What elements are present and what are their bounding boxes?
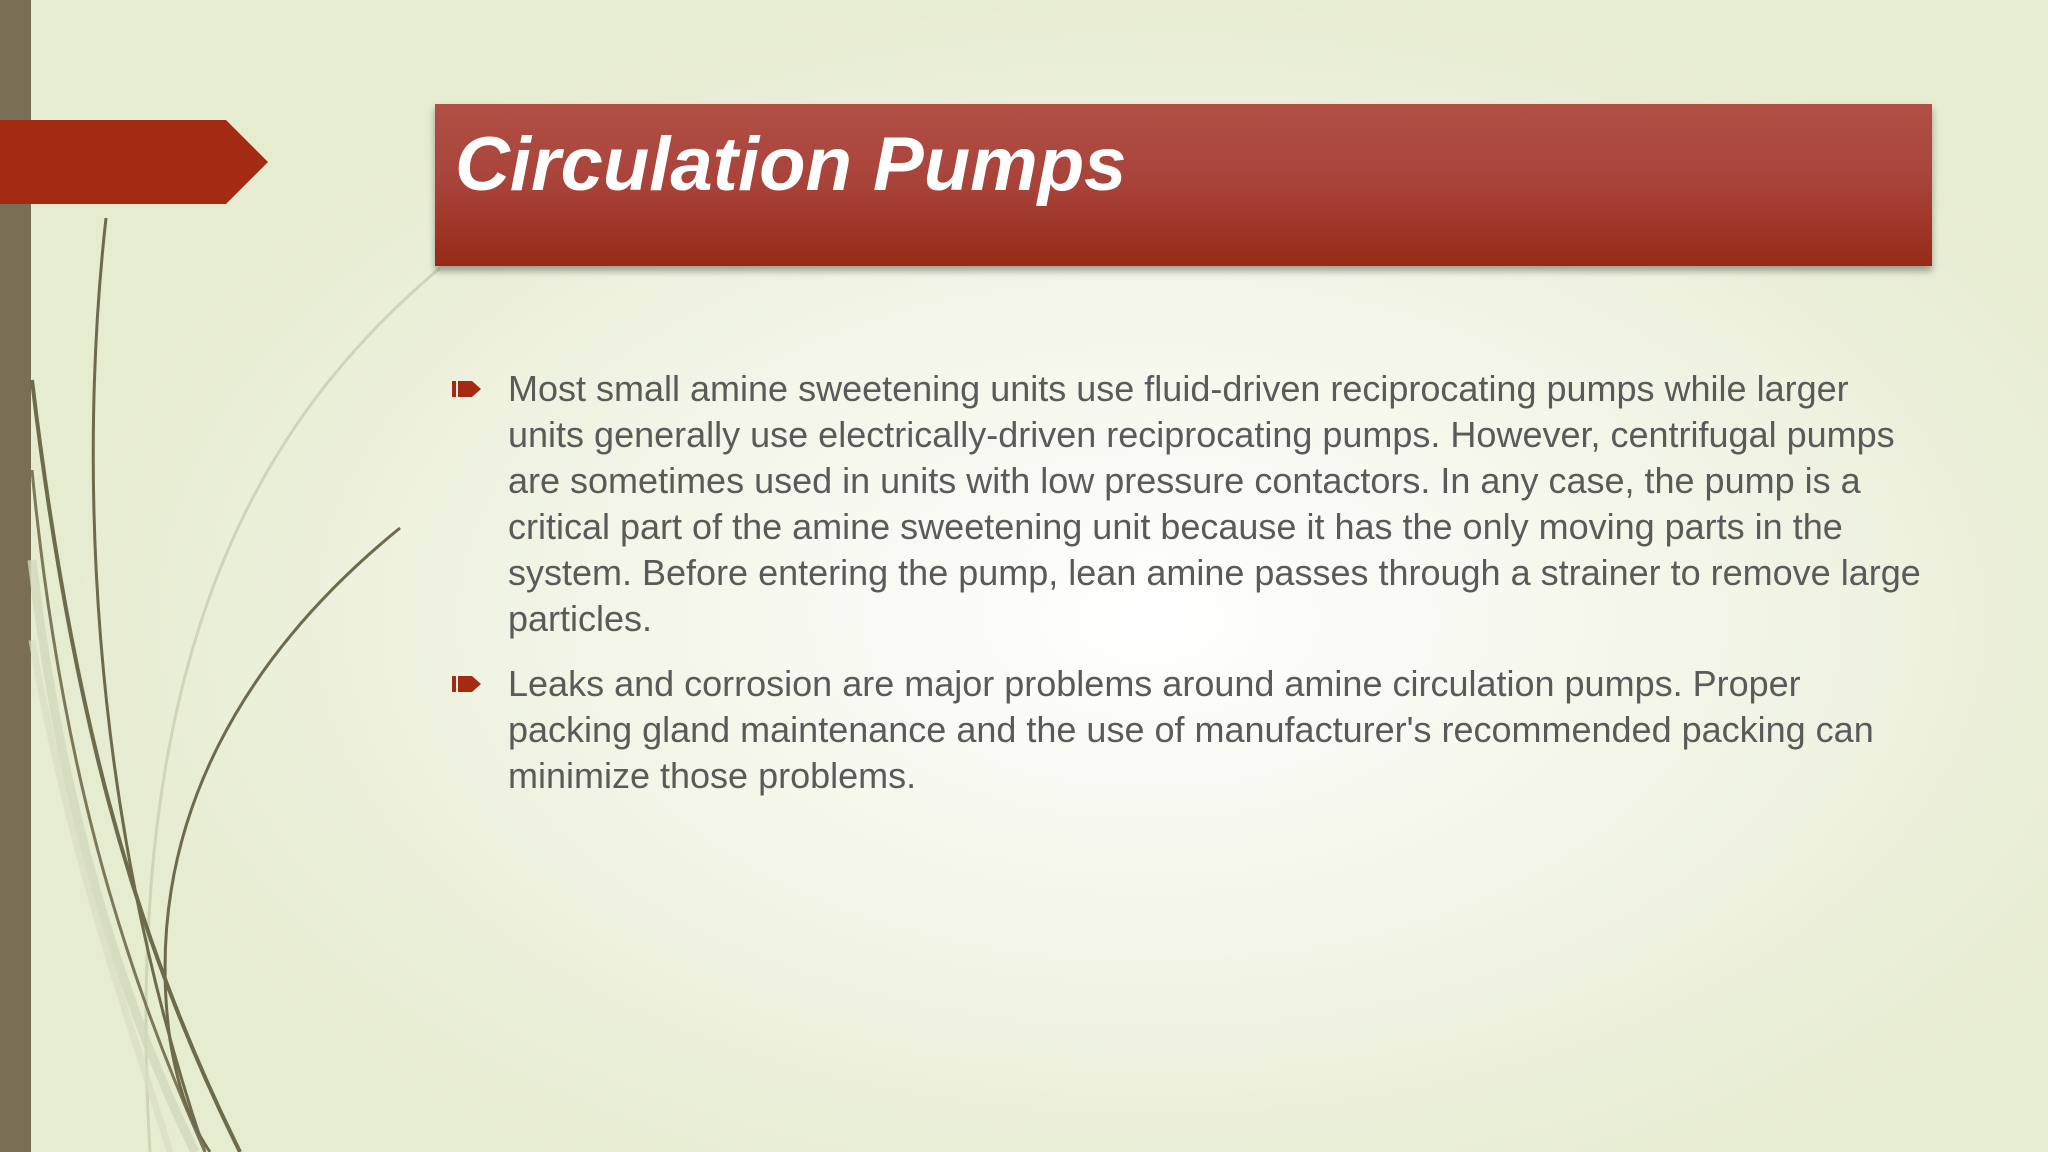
arrow-bullet-icon <box>452 675 482 693</box>
slide-title: Circulation Pumps <box>455 122 1127 207</box>
red-arrow-tab <box>0 120 268 204</box>
bullet-list <box>452 366 1922 818</box>
pale-swoosh-2 <box>32 560 195 1152</box>
pale-swoosh-3 <box>32 640 170 1152</box>
bullet-item <box>452 366 1922 642</box>
dark-swoosh-1 <box>93 218 205 1152</box>
pale-swoosh-1 <box>146 268 440 1152</box>
dark-swoosh-3 <box>32 470 205 1152</box>
bullet-item <box>452 661 1922 799</box>
dark-swoosh-2 <box>32 380 240 1152</box>
dark-swoosh-4 <box>165 528 400 1152</box>
bullet-text: Most small amine sweetening units use fluid-driven reciprocating pumps while larger units generally use electrically-driven reciprocating pumps. However, centrifugal pumps are sometimes used in units with low pressure contactors. In any case, the pump is a critical part of the amine sweetening unit because it has the only moving parts in the system. Before entering the pump, lean amine passes through a strainer to remove large particles. <box>508 368 1921 639</box>
arrow-bullet-icon <box>452 380 482 398</box>
title-banner <box>435 104 1932 266</box>
left-side-bar <box>0 0 31 1152</box>
bullet-text: Leaks and corrosion are major problems around amine circulation pumps. Proper packing gland maintenance and the use of manufacturer's recommended packing can minimize those problems. <box>508 663 1874 796</box>
